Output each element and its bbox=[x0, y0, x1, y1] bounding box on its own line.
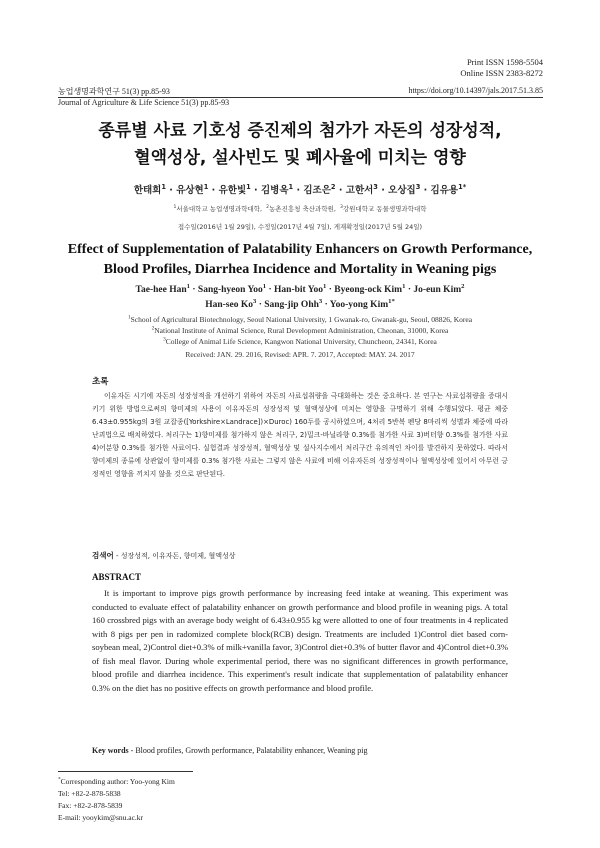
author-name bbox=[345, 182, 378, 196]
header-divider bbox=[58, 97, 543, 98]
author-name-text: 유상현 bbox=[176, 185, 204, 196]
author-name bbox=[388, 182, 421, 196]
english-abstract: It is important to improve pigs growth performance by increasing feed intake at weaning. This experiment was conducted to evaluate effect of palatability enhancer on growth performance and blood profile in weaning pigs. A total 160 crossbred pigs with an average body weight of 6.43±0.955 kg were allotted to one of four treatments in 4 replicated with 8 pigs per pen in radomized complete block(RCB) design. Treatments are included 1)Control diet based corn-soybean meal, 2)Control diet+0.3% of milk+vanilla favor, 3)Control diet+0.3% of butter flavor and 4)Control diet+0.3% of fish meal flavor. During whole experimental period, there was no significant differences in growth performance, blood profile and diarrhea incidence. This experiment's result indicate that supplementation of palatability enhancer 0.3% on the diet has no positive effects on growth performance and blood profile. bbox=[92, 588, 508, 693]
english-keywords bbox=[92, 746, 368, 755]
author-affiliation-mark: 1 bbox=[402, 282, 406, 290]
author-affiliation-mark: 1 bbox=[203, 182, 209, 191]
author-separator: · bbox=[326, 285, 335, 295]
author-name bbox=[218, 182, 251, 196]
author-name bbox=[264, 297, 323, 310]
korean-abstract-heading: 초록 bbox=[92, 377, 109, 387]
author-name bbox=[303, 182, 336, 196]
author-name-text: Byeong-ock Kim bbox=[334, 285, 403, 295]
author-separator: · bbox=[377, 185, 389, 196]
corresponding-author-text: Corresponding author: Yoo-yong Kim bbox=[60, 777, 175, 786]
author-separator: · bbox=[420, 185, 431, 196]
corresponding-tel: Tel: +82-2-878-5838 bbox=[58, 789, 121, 798]
author-affiliation-mark: 1* bbox=[458, 182, 467, 191]
affiliation-text: 강원대학교 동물생명과학대학 bbox=[342, 205, 427, 213]
korean-keywords-list: - 성장성적, 이유자돈, 향미제, 혈액성상 bbox=[113, 552, 236, 560]
author-separator: · bbox=[250, 185, 261, 196]
author-affiliation-mark: 1 bbox=[323, 282, 327, 290]
corresponding-email[interactable]: E-mail: yooykim@snu.ac.kr bbox=[58, 813, 144, 822]
author-name-text: 김병옥 bbox=[260, 185, 289, 196]
correspondence-block bbox=[58, 776, 175, 824]
affiliation-mark: 1 bbox=[127, 314, 131, 321]
english-authors-line2 bbox=[30, 298, 570, 313]
author-name bbox=[260, 182, 294, 196]
author-name-text: Han-seo Ko bbox=[205, 300, 253, 310]
affiliation-text: 농촌진흥청 축산과학원, bbox=[269, 205, 336, 213]
author-separator: · bbox=[208, 185, 219, 196]
affiliation-text: 서울대학교 농업생명과학대학, bbox=[176, 205, 263, 213]
affiliation bbox=[340, 205, 427, 213]
affiliation bbox=[30, 336, 570, 347]
author-affiliation-mark: 2 bbox=[461, 282, 465, 290]
english-authors bbox=[30, 283, 570, 313]
korean-authors bbox=[40, 182, 560, 196]
korean-keywords bbox=[92, 550, 236, 561]
english-authors-line1 bbox=[30, 283, 570, 298]
author-name-text: 오상집 bbox=[388, 185, 416, 196]
online-issn: Online ISSN 2383-8272 bbox=[460, 68, 543, 78]
korean-title-line1: 종류별 사료 기호성 증진제의 첨가가 자돈의 성장성적, bbox=[98, 121, 502, 141]
english-affiliations bbox=[30, 314, 570, 347]
author-name bbox=[274, 282, 327, 295]
journal-citation-en: Journal of Agriculture & Life Science 51(3) pp.85-93 bbox=[58, 98, 230, 107]
author-affiliation-mark: 3 bbox=[415, 182, 421, 191]
author-name-text: Sang-jip Ohh bbox=[264, 300, 319, 310]
author-name-text: Sang-hyeon Yoo bbox=[197, 285, 263, 295]
author-name bbox=[133, 182, 166, 196]
author-separator: · bbox=[293, 185, 304, 196]
english-title-line2: Blood Profiles, Diarrhea Incidence and Mortality in Weaning pigs bbox=[103, 262, 497, 277]
author-affiliation-mark: 3 bbox=[318, 297, 323, 305]
author-name bbox=[176, 182, 209, 196]
author-name-text: Han-bit Yoo bbox=[274, 285, 324, 295]
affiliation bbox=[173, 205, 262, 213]
affiliation bbox=[30, 325, 570, 336]
korean-dates: 접수일(2016년 1월 29일), 수정일(2017년 4월 7일), 게재확정일(2017년 5월 24일) bbox=[177, 223, 423, 231]
journal-citation-kr: 농업생명과학연구 51(3) pp.85-93 bbox=[58, 87, 170, 96]
author-affiliation-mark: 1* bbox=[388, 297, 395, 305]
korean-title-line2: 혈액성상, 설사빈도 및 폐사율에 미치는 영향 bbox=[134, 148, 466, 168]
author-affiliation-mark: 1 bbox=[186, 282, 190, 290]
affiliation bbox=[266, 205, 336, 213]
affiliation-text: College of Animal Life Science, Kangwon National University, Chuncheon, 24341, Korea bbox=[165, 337, 437, 346]
author-separator: · bbox=[256, 300, 265, 310]
affiliation-text: National Institute of Animal Science, Rural Development Administration, Cheonan, 31000, Korea bbox=[154, 326, 449, 335]
author-separator: · bbox=[165, 185, 177, 196]
author-name bbox=[413, 282, 465, 295]
corresponding-author-mark: * bbox=[58, 776, 61, 783]
author-name-text: 김유용 bbox=[430, 185, 459, 196]
author-affiliation-mark: 2 bbox=[330, 182, 336, 191]
author-name-text: 한태희 bbox=[133, 185, 162, 196]
english-title bbox=[30, 240, 570, 280]
affiliation-mark: 2 bbox=[266, 204, 270, 210]
author-affiliation-mark: 1 bbox=[161, 182, 166, 191]
korean-abstract: 이유자돈 시기에 자돈의 성장성적을 개선하기 위하여 자돈의 사료섭취량을 극대화하는 것은 중요하다. 본 연구는 사료섭취량을 증대시키기 위한 방법으로써의 향미제의 사용이 이유자돈의 성장성적 및 혈액성상에 미치는 영향을 규명하기 위해 수행되었다. 평균 체중 6.43±0.955kg의 3원 교잡종([Yorkshire×Landrace])×Duroc) 160두를 공시하였으며, 4처리 5반복 펜당 8마리씩 성별과 체중에 따라 난괴법으로 배치하였다. 처리구는 1)향미제를 첨가하지 않은 처리구, 2)밀크-바닐라향 0.3%를 첨가한 사료 3)버터향 0.3%를 첨가한 사료 4)어분향 0.3%를 첨가한 사료이다. 실험결과 성장성적, 혈액성상 및 설사지수에서 처리구간 유의적인 차이를 발견하지 못하였다. 따라서 향미제의 종류에 상관없이 향미제를 0.3% 첨가한 사료는 그렇지 않은 사료에 비해 이유자돈의 성장성적이나 혈액성상에 있어서 아무런 긍정적인 영향을 끼치지 않을 것으로 판단된다. bbox=[92, 392, 508, 478]
author-name bbox=[329, 297, 395, 310]
footnote-divider bbox=[58, 771, 193, 772]
affiliation-mark: 3 bbox=[163, 336, 166, 343]
author-name bbox=[430, 182, 467, 196]
english-title-line1: Effect of Supplementation of Palatability Enhancers on Growth Performance, bbox=[67, 242, 533, 257]
affiliation bbox=[30, 314, 570, 325]
korean-keywords-label: 검색어 bbox=[92, 551, 114, 560]
author-affiliation-mark: 1 bbox=[262, 282, 267, 290]
english-dates: Received: JAN. 29. 2016, Revised: APR. 7. 2017, Accepted: MAY. 24. 2017 bbox=[185, 350, 415, 359]
author-name-text: 유한빛 bbox=[218, 185, 247, 196]
author-name-text: 고한서 bbox=[345, 185, 374, 196]
author-name-text: Tae-hee Han bbox=[135, 285, 187, 295]
author-name-text: Yoo-yong Kim bbox=[329, 300, 389, 310]
english-keywords-label: Key words bbox=[92, 746, 129, 755]
author-affiliation-mark: 1 bbox=[288, 182, 294, 191]
author-affiliation-mark: 3 bbox=[252, 297, 257, 305]
affiliation-mark: 1 bbox=[173, 204, 177, 210]
affiliation-mark: 3 bbox=[339, 204, 343, 210]
affiliation-text: School of Agricultural Biotechnology, Seoul National University, 1 Gwanak-ro, Gwanak-gu, Seoul, 08826, Korea bbox=[130, 315, 473, 324]
affiliation-mark: 2 bbox=[151, 325, 155, 332]
corresponding-fax: Fax: +82-2-878-5839 bbox=[58, 801, 123, 810]
author-separator: · bbox=[322, 300, 330, 310]
issn-block bbox=[460, 57, 543, 79]
korean-affiliations bbox=[40, 204, 560, 213]
author-name-text: Jo-eun Kim bbox=[413, 285, 462, 295]
author-name bbox=[334, 282, 406, 295]
author-affiliation-mark: 3 bbox=[373, 182, 378, 191]
author-separator: · bbox=[189, 285, 198, 295]
print-issn: Print ISSN 1598-5504 bbox=[466, 57, 543, 67]
korean-title bbox=[40, 118, 560, 172]
english-abstract-heading: ABSTRACT bbox=[92, 572, 142, 582]
author-name bbox=[197, 282, 267, 295]
corresponding-author bbox=[58, 776, 175, 788]
english-keywords-list: - Blood profiles, Growth performance, Palatability enhancer, Weaning pig bbox=[128, 746, 368, 755]
doi-link[interactable]: https://doi.org/10.14397/jals.2017.51.3.85 bbox=[408, 86, 543, 95]
author-name-text: 김조은 bbox=[303, 185, 331, 196]
author-name bbox=[205, 297, 257, 310]
author-separator: · bbox=[266, 285, 275, 295]
author-separator: · bbox=[335, 185, 346, 196]
author-name bbox=[135, 282, 190, 295]
author-separator: · bbox=[405, 285, 414, 295]
author-affiliation-mark: 1 bbox=[246, 182, 251, 191]
